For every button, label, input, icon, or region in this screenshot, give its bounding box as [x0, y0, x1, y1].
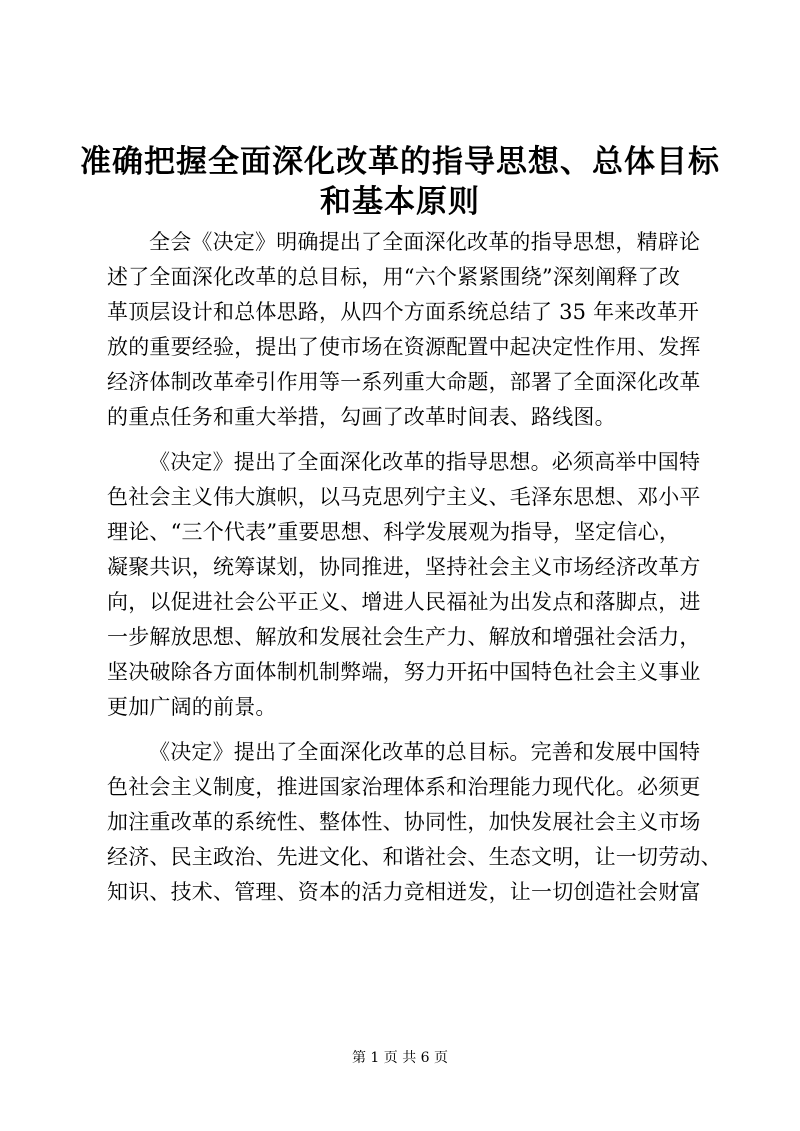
- paragraph-line: 更加广阔的前景。: [107, 695, 277, 719]
- document-title-line-1: 准确把握全面深化改革的指导思想、总体目标: [80, 144, 720, 180]
- paragraph-line: 全会《决定》明确提出了全面深化改革的指导思想，精辟论: [149, 230, 701, 254]
- paragraph-line: 色社会主义制度，推进国家治理体系和治理能力现代化。必须更: [107, 775, 701, 799]
- paragraph-line: 《决定》提出了全面深化改革的总目标。完善和发展中国特: [149, 740, 701, 764]
- paragraph-line: 经济、民主政治、先进文化、和谐社会、生态文明，让一切劳动、: [107, 845, 722, 869]
- paragraph-line: 一步解放思想、解放和发展社会生产力、解放和增强社会活力，: [107, 625, 701, 649]
- paragraph-line: 知识、技术、管理、资本的活力竞相迸发，让一切创造社会财富: [107, 880, 701, 904]
- paragraph-line: 向，以促进社会公平正义、增进人民福祉为出发点和落脚点，进: [107, 590, 701, 614]
- paragraph-3: [107, 735, 722, 910]
- paragraph-line: 加注重改革的系统性、整体性、协同性，加快发展社会主义市场: [107, 810, 701, 834]
- document-body: [107, 225, 722, 920]
- paragraph-2: [107, 445, 702, 725]
- paragraph-1: [107, 225, 702, 435]
- paragraph-line: 色社会主义伟大旗帜，以马克思列宁主义、毛泽东思想、邓小平: [107, 485, 701, 509]
- paragraph-line: 放的重要经验，提出了使市场在资源配置中起决定性作用、发挥: [107, 335, 701, 359]
- page-footer: 第 1 页 共 6 页: [351, 1050, 449, 1066]
- paragraph-line: 《决定》提出了全面深化改革的指导思想。必须高举中国特: [149, 450, 701, 474]
- paragraph-line: 革顶层设计和总体思路，从四个方面系统总结了 35 年来改革开: [107, 300, 700, 324]
- paragraph-line: 的重点任务和重大举措，勾画了改革时间表、路线图。: [107, 405, 616, 429]
- paragraph-line: 述了全面深化改革的总目标，用“六个紧紧围绕”深刻阐释了改: [107, 265, 681, 289]
- paragraph-line: 经济体制改革牵引作用等一系列重大命题，部署了全面深化改革: [107, 370, 701, 394]
- document-title-line-2: 和基本原则: [320, 184, 480, 220]
- paragraph-line: 坚决破除各方面体制机制弊端，努力开拓中国特色社会主义事业: [107, 660, 701, 684]
- paragraph-line: 理论、“三个代表”重要思想、科学发展观为指导，坚定信心，: [107, 520, 681, 544]
- paragraph-line: 凝聚共识，统筹谋划，协同推进，坚持社会主义市场经济改革方: [107, 555, 701, 579]
